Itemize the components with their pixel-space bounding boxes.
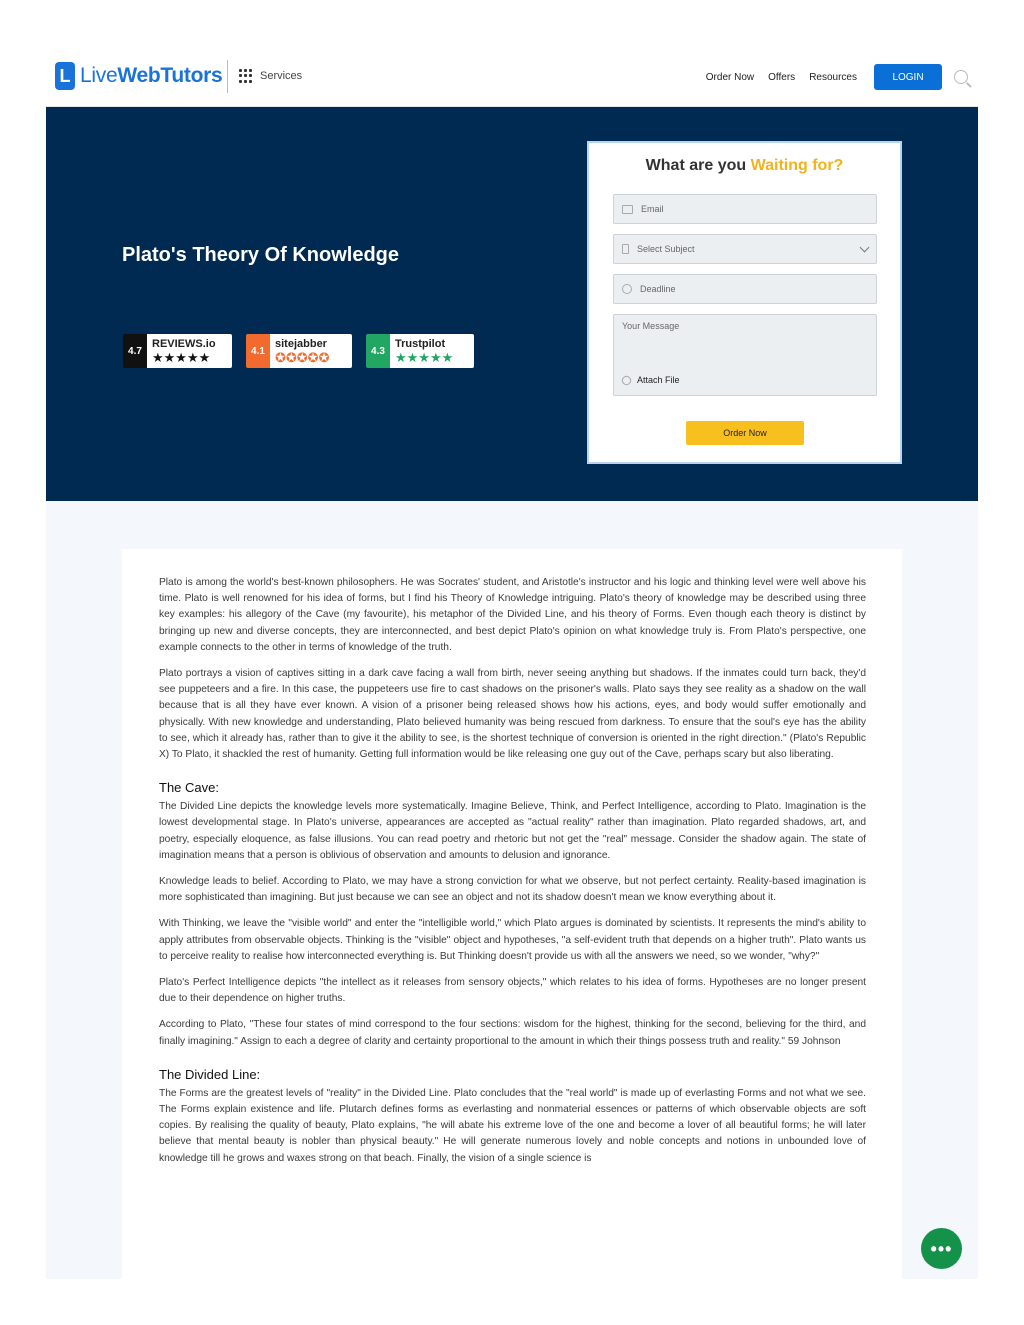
logo-text-live: Live	[80, 64, 118, 87]
stars-icon: ★★★★★	[152, 349, 211, 365]
badge-name: Trustpilot	[395, 337, 446, 350]
logo-text-brand: WebTutors	[117, 64, 223, 87]
paragraph: With Thinking, we leave the "visible world" and enter the "intelligible world," which Plato argues is dominated by scientists. It represents the mind's ability to apply attributes from observable objects. Thinking is the "visible" object and hypotheses, "a self-evident truth that depends on a higher truth". Plato wants us to perceive reality to realise how interconnected everything is. But Thinking doesn't provide us with all the answers we need, so we wonder, "why?"	[159, 918, 866, 962]
hero-banner	[46, 107, 978, 501]
login-button[interactable]: LOGIN	[874, 64, 942, 90]
message-textarea[interactable]: Your Message Attach File	[613, 314, 877, 396]
services-label: Services	[260, 70, 303, 82]
badge-name: sitejabber	[275, 337, 327, 350]
badge-score: 4.1	[246, 334, 270, 368]
email-field[interactable]: Email	[613, 194, 877, 224]
subject-select[interactable]: Select Subject	[613, 234, 877, 264]
paragraph: Plato's Perfect Intelligence depicts "the intellect as it releases from sensory objects," which relates to his idea of forms. Hypotheses are no longer present due to their dependence on higher truths.	[159, 977, 866, 1005]
stars-icon: ✪✪✪✪✪	[275, 349, 330, 365]
chat-icon: •••	[930, 1238, 953, 1259]
stars-icon: ★★★★★	[395, 349, 454, 365]
chat-button[interactable]	[921, 1228, 962, 1269]
clock-icon	[622, 284, 632, 294]
header-divider	[227, 60, 228, 93]
review-badges	[123, 334, 488, 368]
badge-reviewsio[interactable]	[123, 334, 232, 368]
paragraph: Plato portrays a vision of captives sitting in a dark cave facing a wall from birth, never seeing anything but shadows. If the inmates could turn back, they'd see puppeteers and a fire. In this case, the puppeteers use fire to cast shadows on the prisoner's walls. Plato says they see reality as a shadow on the wall because that is all they have ever known. A vision of a prisoner being released shows how his actions, eyes, and body would suffer emotionally and physically. With new knowledge and understanding, Plato believed humanity was being rescued from darkness. To ensure that the soul's eye has the ability to see, which it already has, rather than to give it the ability to see, is the shortest technique of conversion is oriented in the right direction." (Plato's Republic X) To Plato, it shackled the rest of humanity. Getting full information would be like releasing one guy out of the Cave, perhaps scary but also liberating.	[159, 668, 866, 761]
nav-resources[interactable]: Resources	[809, 71, 857, 83]
nav-offers[interactable]: Offers	[768, 71, 796, 83]
grid-menu-icon	[239, 69, 253, 83]
nav-order-now[interactable]: Order Now	[705, 71, 755, 83]
services-menu[interactable]	[239, 69, 302, 83]
mail-icon	[622, 205, 633, 214]
badge-score: 4.3	[366, 334, 390, 368]
deadline-field[interactable]: Deadline	[613, 274, 877, 304]
book-icon	[622, 244, 629, 254]
badge-score: 4.7	[123, 334, 147, 368]
article-body	[122, 549, 902, 1279]
page	[46, 46, 978, 1279]
paragraph: Knowledge leads to belief. According to Plato, we may have a strong conviction for what we observe, but not perfect certainty. Reality-based imagination is more sophisticated than imagining. But just because we can see an object and not its shadow doesn't mean we know everything about it.	[159, 876, 866, 904]
chevron-down-icon	[860, 243, 870, 253]
paragraph: The Forms are the greatest levels of "reality" in the Divided Line. Plato concludes that the "real world" is made up of everlasting Forms and not what we see. The Forms explain existence and life. Plutarch defines forms as everlasting and nonmaterial essences or patterns of which observable objects are soft copies. By realising the quality of beauty, Plato explains, "he will abate his extreme love of the one and become a lover of all beautiful forms; he will later believe that mental beauty is nobler than physical beauty." He will generate numerous lovely and noble concepts and notions in unbounded love of knowledge till he grows and waxes strong on that beach. Finally, the vision of a single science is	[159, 1087, 866, 1164]
site-header	[46, 46, 978, 107]
logo-icon: L	[55, 62, 75, 90]
page-title: Plato's Theory Of Knowledge	[122, 244, 400, 266]
section-heading-divided-line: The Divided Line:	[159, 1066, 261, 1082]
paragraph: The Divided Line depicts the knowledge levels more systematically. Imagine Believe, Think, and Perfect Intelligence, according to Plato. Imagination is the lowest developmental stage. In Plato's universe, appearances are accepted as "actual reality" rather than imagination. Plato regarded shadows, art, and poetry, especially eloquence, as false illusions. You can read poetry and rhetoric but not get the "real" message. Consider the shadow again. The state of imagination means that a person is oblivious of observation and amounts to delusion and ignorance.	[159, 801, 866, 861]
main-nav	[692, 64, 942, 90]
section-heading-cave: The Cave:	[159, 780, 219, 796]
badge-trustpilot[interactable]	[366, 334, 474, 368]
paragraph: Plato is among the world's best-known philosophers. He was Socrates' student, and Aristotle's instructor and his logic and thinking level were well above his time. Plato is well renowned for his idea of forms, but I find his Theory of Knowledge intriguing. Plato's theory of knowledge may be described using three key examples: his allegory of the Cave (my favourite), his metaphor of the Divided Line, and his theory of Forms. Even though each theory is distinct by bringing up new and diverse concepts, they are interconnected, and best depict Plato's opinion on what knowledge truly is. From Plato's perspective, one example connects to the other in terms of knowledge of the truth.	[159, 577, 866, 653]
paragraph: According to Plato, "These four states of mind correspond to the four sections: wisdom for the highest, thinking for the second, believing for the third, and finally imagining." Assign to each a degree of clarity and certainty proportional to the amount in which their things possess truth and reality." 59 Johnson	[159, 1019, 866, 1047]
order-now-button[interactable]: Order Now	[686, 421, 804, 445]
paperclip-icon	[620, 374, 633, 387]
search-icon[interactable]	[954, 70, 968, 84]
badge-name: REVIEWS.io	[152, 337, 216, 350]
badge-sitejabber[interactable]	[246, 334, 352, 368]
form-title: What are you Waiting for?	[645, 157, 844, 174]
order-form	[587, 141, 902, 464]
attach-file-button[interactable]: Attach File	[622, 375, 680, 385]
logo[interactable]	[55, 62, 222, 90]
